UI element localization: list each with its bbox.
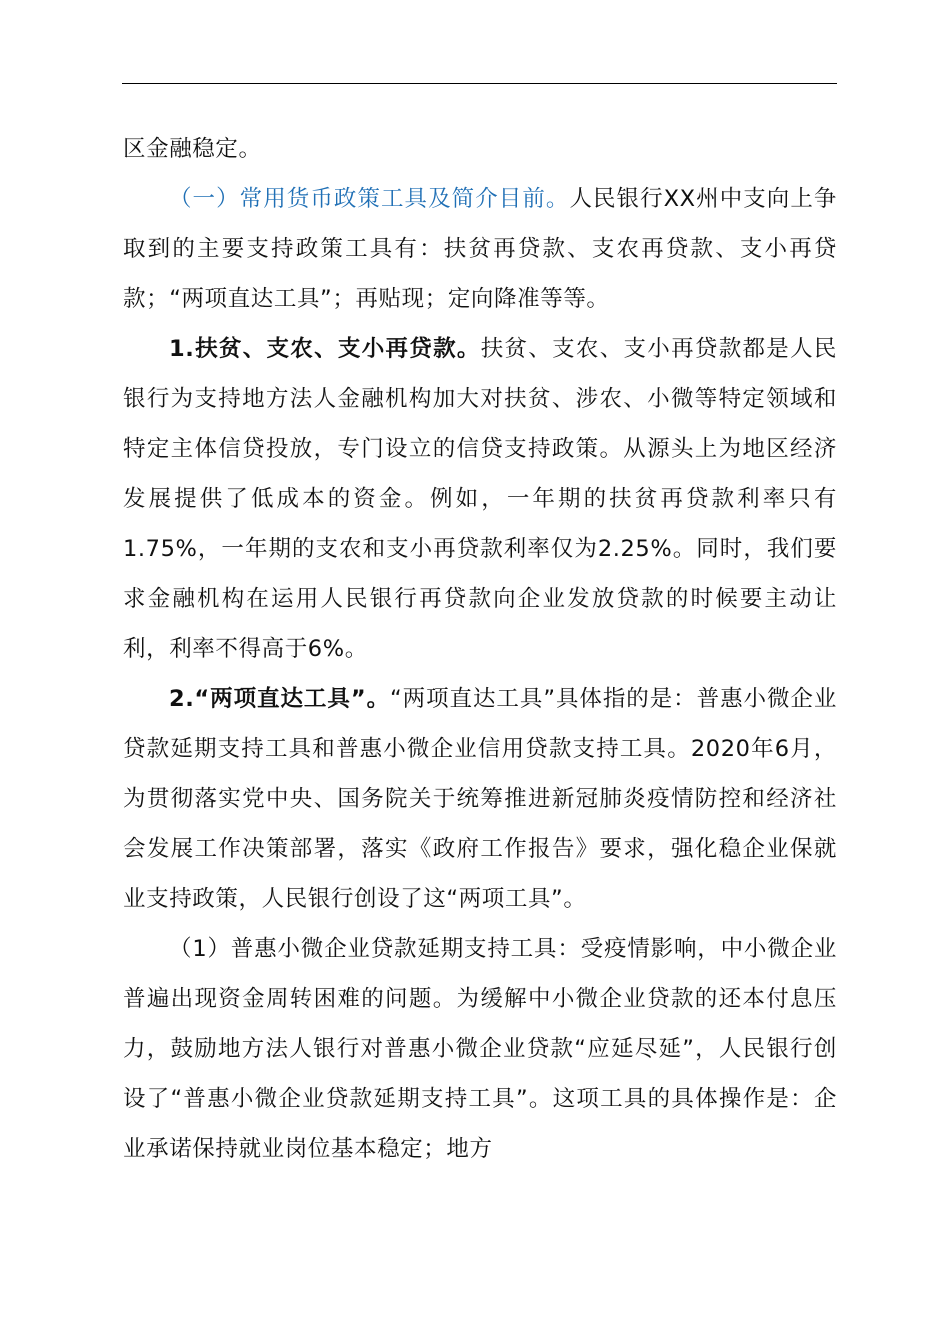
subsection-heading: 1.扶贫、支农、支小再贷款。 (169, 336, 481, 362)
paragraph-continuation: 区金融稳定。 (123, 136, 262, 162)
paragraph-text: “两项直达工具”具体指的是：普惠小微企业贷款延期支持工具和普惠小微企业信用贷款支持工具。2020年6月，为贯彻落实党中央、国务院关于统筹推进新冠肺炎疫情防控和经济社会发展工作决策部署，落实《政府工作报告》要求，强化稳企业保就业支持政策，人民银行创设了这“两项工具”。 (123, 686, 837, 912)
paragraph-policy-tools (123, 174, 837, 324)
paragraph-text: 人民银行XX州中支向上争取到的主要支持政策工具有：扶贫再贷款、支农再贷款、支小再贷款；“两项直达工具”；再贴现；定向降准等等。 (123, 186, 838, 312)
document-body (123, 124, 837, 1174)
paragraph-direct-tools (123, 674, 837, 924)
header-rule (122, 83, 837, 84)
paragraph-relending (123, 324, 837, 674)
section-heading: （一）常用货币政策工具及简介目前。 (169, 186, 570, 212)
subsection-heading: 2.“两项直达工具”。 (169, 686, 391, 712)
paragraph-text: （1）普惠小微企业贷款延期支持工具：受疫情影响，中小微企业普遍出现资金周转困难的问题。为缓解中小微企业贷款的还本付息压力，鼓励地方法人银行对普惠小微企业贷款“应延尽延”，人民银行创设了“普惠小微企业贷款延期支持工具”。这项工具的具体操作是：企业承诺保持就业岗位基本稳定；地方 (123, 936, 837, 1162)
paragraph-text: 扶贫、支农、支小再贷款都是人民银行为支持地方法人金融机构加大对扶贫、涉农、小微等特定领域和特定主体信贷投放，专门设立的信贷支持政策。从源头上为地区经济发展提供了低成本的资金。例如，一年期的扶贫再贷款利率只有1.75%，一年期的支农和支小再贷款利率仅为2.25%。同时，我们要求金融机构在运用人民银行再贷款向企业发放贷款的时候要主动让利，利率不得高于6%。 (123, 336, 837, 662)
paragraph-deferral-tool (123, 924, 837, 1174)
